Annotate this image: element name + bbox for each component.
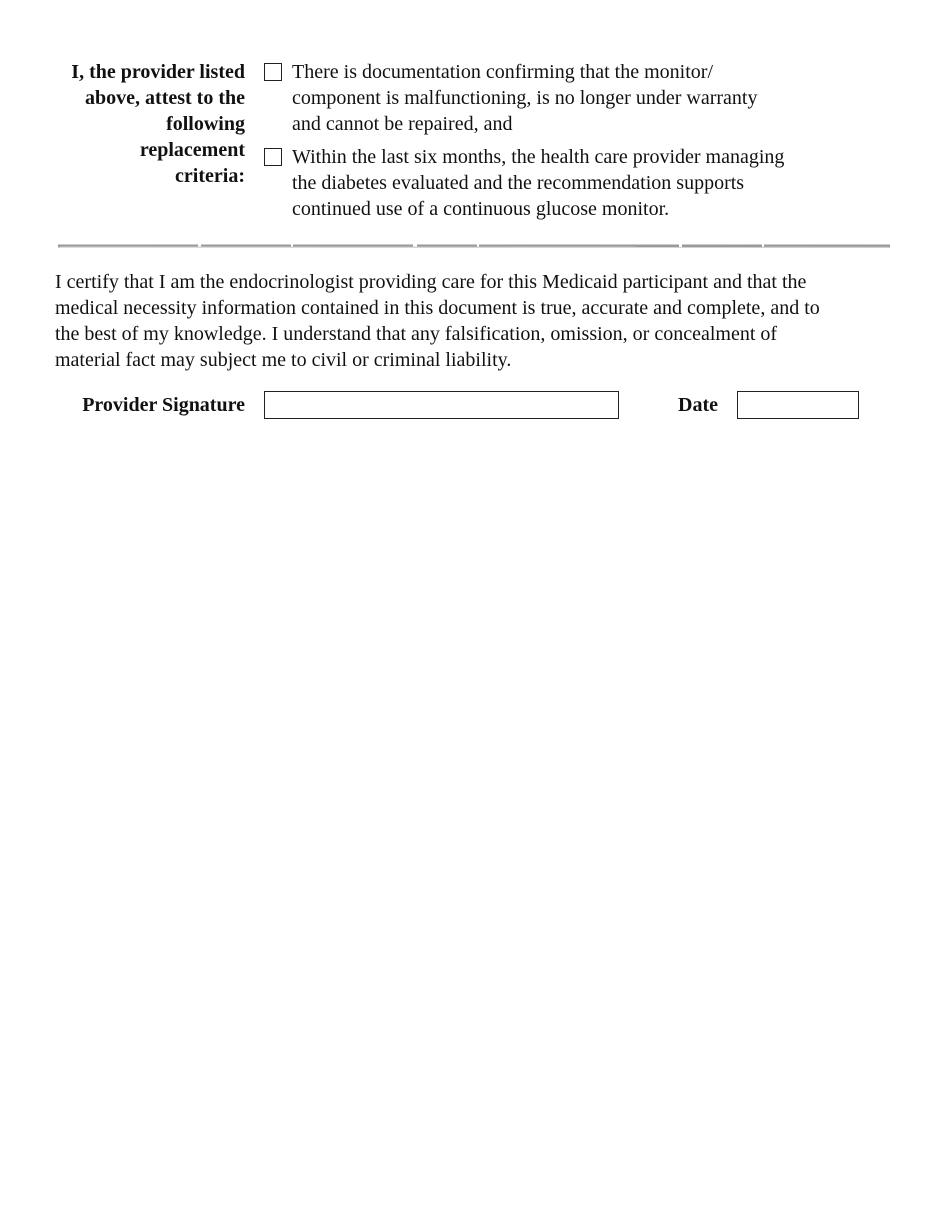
date-label: Date — [678, 394, 718, 416]
evaluation-checkbox[interactable] — [264, 148, 282, 166]
certification-statement: I certify that I am the endocrinologist providing care for this Medicaid participant and that the medical necessity information contained in this document is true, accurate and complete, and to the best of my knowledge. I understand that any falsification, omission, or concealment of material fact may subject me to civil or criminal liability. — [55, 271, 820, 371]
documentation-checkbox[interactable] — [264, 63, 282, 81]
provider-signature-field[interactable] — [264, 391, 619, 419]
criteria-text-documentation: There is documentation confirming that the monitor/ component is malfunctioning, is no longer under warranty and cannot be repaired, and — [292, 61, 758, 135]
section-divider — [56, 242, 892, 250]
attestation-label: I, the provider listed above, attest to the following replacement criteria: — [71, 61, 245, 187]
criteria-text-evaluation: Within the last six months, the health care provider managing the diabetes evaluated and the recommendation supports continued use of a continuous glucose monitor. — [292, 146, 785, 220]
date-field[interactable] — [737, 391, 859, 419]
provider-signature-label: Provider Signature — [82, 394, 245, 416]
